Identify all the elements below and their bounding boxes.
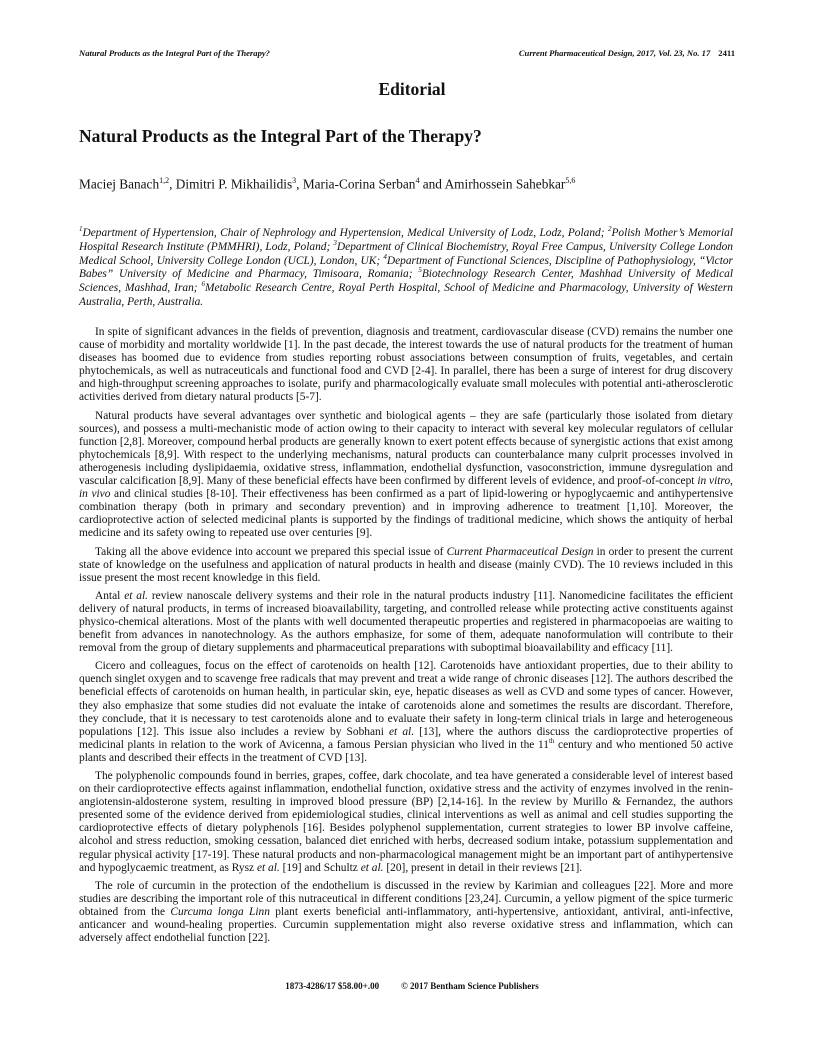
text-run: century and who mentioned 50 active plants and described their effects in the treatment of CVD [13]. xyxy=(79,738,734,764)
section-label: Editorial xyxy=(378,79,446,99)
issn-price: 1873-4286/17 $58.00+.00 xyxy=(285,981,380,991)
author-list: Maciej Banach$^{1,2}$, Dimitri P. Mikhailidis$^3$, Maria-Corina Serban$^4$ and Amirhossein Sahebkar$^{5,6}$ xyxy=(79,176,576,192)
affiliation-number: 1 xyxy=(79,225,83,234)
italic-text: in vivo xyxy=(79,488,111,501)
running-header xyxy=(79,48,735,58)
text-run: Natural products have several advantages over synthetic and biological agents – they are safe (particularly those isolated from dietary sources), and possess a multi-mechanistic mode of action owing to their capacity to interact with several key molecular regulators of cellular function [2,8]. Moreover, compound herbal products are generally known to exert potent effects because of synergistic actions that exist among phytochemicals [8,9]. With respect to the underlying mechanisms, natural products can counterbalance many culprit processes involved in atherogenesis including dyslipidaemia, oxidative stress, inflammation, endothelial dysfunction, vasoconstriction, immune dysregulation and vascular calcification [8,9]. Many of these beneficial effects have been confirmed by different levels of evidence, and proof-of-concept xyxy=(79,409,733,488)
author: Maciej Banach xyxy=(79,176,160,192)
paragraph xyxy=(79,590,733,655)
text-run: Antal xyxy=(95,589,125,602)
journal-info: Current Pharmaceutical Design, 2017, Vol. 23, No. 17 xyxy=(518,48,711,58)
affiliation-number: 4 xyxy=(383,252,387,261)
affiliation-text: Biotechnology Research Center, Mashhad University of Medical Sciences, Mashhad, Iran; xyxy=(79,268,733,295)
affiliation-text: Department of Hypertension, Chair of Nephrology and Hypertension, Medical University of Lodz, Lodz, Poland; xyxy=(82,227,608,239)
affiliation-text: Department of Functional Sciences, Discipline of Pathophysiology, “Victor Babes” University of Medicine and Pharmacy, Timisoara, Romania; xyxy=(79,254,733,281)
author-affiliation-mark: 1,2 xyxy=(159,176,170,185)
author-affiliation-mark: 5,6 xyxy=(565,176,576,185)
paragraph xyxy=(79,410,733,541)
affiliation-number: 3 xyxy=(333,239,337,247)
italic-text: Curcuma longa Linn xyxy=(170,905,270,918)
text-run: [13], where the authors discuss the cardioprotective properties of medicinal plants in relation to the work of Avicenna, a famous Persian physician who lived in the 11 xyxy=(79,725,733,751)
italic-text: et al. xyxy=(256,861,280,874)
text-run: The role of curcumin in the protection of the endothelium is discussed in the review by Karimian and colleagues [22]. More and more studies are describing the important role of this nutraceutical in different conditions [23,24]. Curcumin, a yellow pigment of the spice turmeric obtained from the xyxy=(79,879,733,918)
paragraph xyxy=(79,880,733,945)
article-body xyxy=(79,326,733,950)
text-run: [19] and Schultz xyxy=(279,861,361,874)
text-run: th xyxy=(548,737,555,746)
article-title: Natural Products as the Integral Part of the Therapy? xyxy=(79,126,482,146)
italic-text: et al. xyxy=(360,861,384,874)
paragraph xyxy=(79,660,733,765)
running-title: Natural Products as the Integral Part of the Therapy? xyxy=(79,48,270,58)
paragraph xyxy=(79,546,733,585)
author: Dimitri P. Mikhailidis xyxy=(175,176,293,192)
text-run: [20], present in detail in their reviews [21]. xyxy=(383,861,583,874)
author: Maria-Corina Serban xyxy=(302,176,416,192)
author-affiliation-mark: 3 xyxy=(292,176,297,185)
affiliation-text: Polish Mother’s Memorial Hospital Research Institute (PMMHRI), Lodz, Poland; xyxy=(79,227,733,253)
affiliation-number: 2 xyxy=(607,225,612,234)
affiliation-text: Metabolic Research Centre, Royal Perth Hospital, School of Medicine and Pharmacology, University of Western Australia, Perth, Australia. xyxy=(79,282,733,308)
italic-text: et al. xyxy=(389,725,415,738)
page-footer xyxy=(0,981,816,991)
page-number: 2411 xyxy=(718,48,735,58)
affiliation-number: 5 xyxy=(418,266,422,275)
text-run: review nanoscale delivery systems and their role in the natural products industry [11]. Nanomedicine facilitates the efficient delivery of natural products, in terms of increased bioavailability, targeting, and controlled release while protecting active constituents against physico-chemical alterations. Most of the plants with well documented therapeutic properties and registered in pharmacopoeias are waiting to benefit from advances in nanotechnology. As the authors emphasize, for some of them, adequate nanoformulation will contribute to their removal from the group of dietary supplements and pharmaceutical preparations with suboptimal bioavailability and efficacy [11]. xyxy=(79,589,733,655)
paragraph xyxy=(79,770,733,875)
text-run: The polyphenolic compounds found in berries, grapes, coffee, dark chocolate, and tea have generated a considerable level of interest based on their cardioprotective effects against inflammation, endothelial function, oxidative stress and the activity of enzymes involved in the renin-angiotensin-aldosterone system, resulting in improved blood pressure (BP) [2,14-16]. In the review by Murillo & Fernandez, the authors presented some of the evidence derived from epidemiological studies, clinical interventions as well as animal and cell studies supporting the cardioprotective effects of dietary polyphenols [16]. Besides polyphenol supplementation, current strategies to lower BP involve caffeine, alcohol and stress reduction, smoking cessation, balanced diet enriched with herbs, decreased sodium intake, potassium supplementation and regular physical activity [17-19]. These natural products and non-pharmacological management might be an important part of antihypertensive and hypoglycaemic treatment, as Rysz xyxy=(79,770,733,874)
copyright: © 2017 Bentham Science Publishers xyxy=(401,981,539,991)
author-affiliation-mark: 4 xyxy=(415,176,420,185)
italic-text: et al. xyxy=(124,589,148,602)
text-run: and clinical studies [8-10]. Their effectiveness has been confirmed as a part of lipid-lowering or hypoglycaemic and antihypertensive combination therapy (both in primary and secondary prevention) and in improving adherence to treatment [1,10]. Moreover, the cardioprotective action of selected medicinal plants is supported by the findings of traditional medicine, which shows the antiquity of herbal medicine and its safety owing to repeated use over centuries [9]. xyxy=(79,488,733,540)
text-run: Taking all the above evidence into account we prepared this special issue of xyxy=(95,545,447,558)
journal-citation xyxy=(519,48,735,58)
text-run: , xyxy=(730,475,733,488)
text-run: plant exerts beneficial anti-inflammatory, anti-hypertensive, antioxidant, antiviral, anti-infective, anticancer and wound-healing properties. Curcumin supplementation might also reverse oxidative stress and inflammation, which can adversely affect endothelial function [22]. xyxy=(79,905,733,945)
affiliations xyxy=(79,227,733,310)
paragraph xyxy=(79,326,733,405)
text-run: In spite of significant advances in the fields of prevention, diagnosis and treatment, cardiovascular disease (CVD) remains the number one cause of morbidity and mortality worldwide [1]. In the past decade, the interest towards the use of natural products for the treatment of human diseases has boomed due to evidence from studies reporting robust associations between consumption of fruits, vegetables, and certain phytochemicals, as well as nutraceuticals and functional food and CVD [2-4]. In parallel, there has been a surge of interest for drug discovery and high-throughput screening approaches to isolate, purify and pharmacologically evaluate small molecules with potential anti-atherosclerotic activities derived from dietary natural products [5-7]. xyxy=(79,326,733,404)
italic-text: in vitro xyxy=(697,475,731,488)
text-run: Cicero and colleagues, focus on the effect of carotenoids on health [12]. Carotenoids have antioxidant properties, due to their ability to quench singlet oxygen and to scavenge free radicals that may prevent and treat a wide range of chronic diseases [12]. The authors described the beneficial effects of carotenoids on human health, in particular skin, eye, hepatic diseases as well as CVD and some types of cancer. However, they also emphasize that some studies did not evaluate the intake of carotenoids alone and sometimes the results are discordant. Therefore, they conclude, that it is necessary to test carotenoids alone and to evaluate their safety in long-term clinical trials in large and heterogeneous populations [12]. This issue also includes a review by Sobhani xyxy=(79,660,733,738)
text-run: in order to present the current state of knowledge on the usefulness and application of natural products in health and disease (mainly CVD). The 10 reviews included in this issue present the most recent knowledge in this field. xyxy=(79,545,733,584)
affiliation-text: Department of Clinical Biochemistry, Royal Free Campus, University College London Medical School, University College London (UCL), London, UK; xyxy=(79,240,733,267)
affiliation-number: 6 xyxy=(201,280,206,289)
author: Amirhossein Sahebkar xyxy=(444,176,566,192)
italic-text: Current Pharmaceutical Design xyxy=(446,545,594,558)
